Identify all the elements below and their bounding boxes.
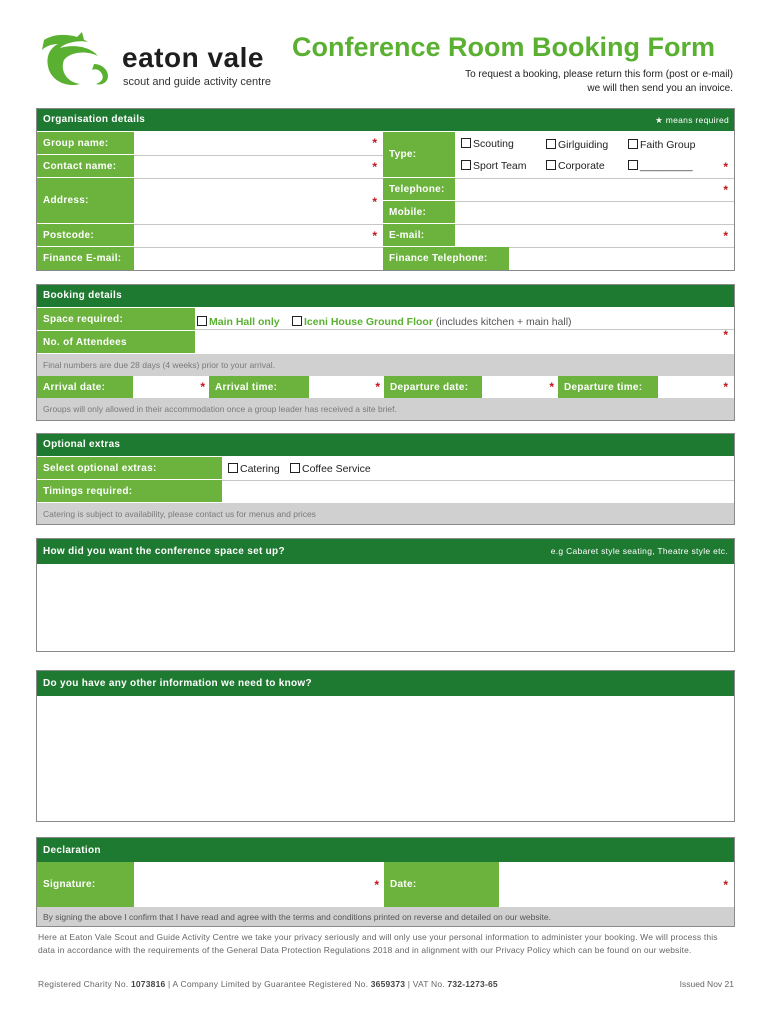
type-option-other[interactable] [628, 160, 693, 172]
select-extras-label [37, 457, 222, 479]
arrival-date-field[interactable] [133, 376, 209, 398]
space-option-label: Main Hall only [209, 316, 280, 328]
address-field[interactable] [134, 178, 383, 223]
setup-textarea[interactable] [37, 564, 734, 651]
required-star: * [549, 380, 554, 394]
space-option-extra: (includes kitchen + main hall) [435, 316, 572, 328]
mobile-label [383, 201, 455, 223]
email-field[interactable] [455, 224, 734, 246]
group-name-label [37, 132, 134, 154]
space-options [195, 308, 734, 330]
checkbox[interactable] [292, 316, 302, 326]
required-star: * [723, 183, 728, 197]
type-option-girlguiding[interactable] [546, 139, 608, 151]
extras-options [222, 457, 734, 479]
finance-telephone-label [383, 247, 509, 270]
attendees-field[interactable] [195, 328, 734, 353]
checkbox[interactable] [461, 138, 471, 148]
other-info-textarea[interactable] [37, 696, 734, 821]
checkbox[interactable] [546, 139, 556, 149]
attendees-label-text: No. of Attendees [43, 336, 127, 348]
intro-text [465, 68, 733, 96]
postcode-label [37, 224, 134, 246]
required-star: * [723, 878, 728, 892]
attendees-label [37, 331, 195, 353]
intro-line-2: we will then send you an invoice. [587, 83, 733, 94]
contact-name-label [37, 155, 134, 177]
vat-number: 732-1273-65 [447, 979, 498, 989]
other-info-section-title: Do you have any other information we need to know? [37, 671, 734, 696]
required-star: * [374, 878, 379, 892]
charity-number: 1073816 [130, 979, 166, 989]
site-brief-note [37, 398, 734, 420]
departure-date-label-text: Departure date: [390, 381, 469, 393]
arrival-date-label-text: Arrival date: [43, 381, 106, 393]
required-star: * [200, 380, 205, 394]
space-option-label: Iceni House Ground Floor [304, 316, 433, 328]
departure-date-field[interactable] [482, 376, 558, 398]
privacy-text: Here at Eaton Vale Scout and Guide Activity Centre we take your privacy seriously and will only use your personal information to administer your booking. We will process this data in accordance with the requirements of the General Data Protection Regulations 2018 and in alignment with our Privacy Policy which can be found on our website. [38, 932, 718, 955]
required-note: ★ means required [655, 115, 729, 125]
contact-name-field[interactable] [134, 155, 383, 177]
dragon-logo-icon [36, 30, 126, 94]
required-star: * [372, 136, 377, 150]
logo-tagline: scout and guide activity centre [123, 76, 271, 88]
required-star: * [375, 380, 380, 394]
finance-email-label-text: Finance E-mail: [43, 253, 122, 264]
postcode-label-text: Postcode: [43, 229, 95, 241]
catering-note-text: Catering is subject to availability, please contact us for menus and prices [43, 508, 316, 519]
footer-registration [38, 979, 498, 989]
type-label-text: Type: [389, 149, 417, 160]
group-name-label-text: Group name: [43, 137, 109, 149]
email-label-text: E-mail: [389, 229, 425, 241]
signature-label-text: Signature: [43, 879, 96, 890]
type-label [383, 132, 455, 177]
type-option-label: _________ [640, 160, 693, 172]
space-required-label-text: Space required: [43, 313, 124, 325]
telephone-label [383, 178, 455, 200]
space-required-label [37, 308, 195, 330]
departure-time-field[interactable] [658, 376, 734, 398]
extra-option-label: Coffee Service [302, 463, 371, 475]
checkbox[interactable] [546, 160, 556, 170]
required-star: * [723, 380, 728, 394]
vat-prefix: | VAT No. [407, 979, 445, 989]
arrival-date-label [37, 376, 133, 398]
signature-label [37, 862, 134, 907]
type-option-label: Girlguiding [558, 139, 609, 151]
finance-telephone-field[interactable] [509, 247, 734, 270]
other-info-section [36, 670, 735, 822]
type-option-label: Scouting [473, 138, 514, 150]
type-option-label: Faith Group [640, 139, 696, 151]
extra-option-label: Catering [240, 463, 280, 475]
declaration-note-text: By signing the above I confirm that I have read and agree with the terms and conditions printed on reverse and detailed on our website. [43, 911, 551, 922]
type-option-corporate[interactable] [546, 160, 605, 172]
site-brief-note-text: Groups will only allowed in their accommodation once a group leader has received a site brief. [43, 404, 397, 414]
issued-date: Issued Nov 21 [679, 979, 734, 989]
departure-date-label [384, 376, 482, 398]
select-extras-label-text: Select optional extras: [43, 462, 157, 474]
timings-label-text: Timings required: [43, 485, 133, 497]
space-option-iceni-house[interactable] [292, 316, 572, 328]
logo-wordmark: eaton vale [122, 42, 264, 73]
extras-section-title: Optional extras [37, 434, 734, 456]
timings-field[interactable] [222, 480, 734, 502]
company-prefix: | A Company Limited by Guarantee Registered No. [168, 979, 369, 989]
required-star: * [372, 229, 377, 243]
setup-title: How did you want the conference space set up? [43, 546, 285, 557]
address-label-text: Address: [43, 195, 89, 206]
date-label [384, 862, 499, 907]
date-field[interactable] [499, 862, 734, 907]
finance-telephone-label-text: Finance Telephone: [389, 253, 488, 264]
finance-email-label [37, 247, 134, 270]
extra-option-coffee-service[interactable] [290, 463, 371, 475]
space-option-main-hall[interactable] [197, 316, 280, 328]
email-label [383, 224, 455, 246]
contact-name-label-text: Contact name: [43, 160, 117, 172]
setup-section [36, 538, 735, 652]
postcode-field[interactable] [134, 224, 383, 246]
intro-line-1: To request a booking, please return this form (post or e-mail) [465, 69, 733, 80]
required-star: * [723, 328, 728, 342]
booking-section-title: Booking details [37, 285, 734, 307]
departure-time-label [558, 376, 658, 398]
charity-prefix: Registered Charity No. [38, 979, 129, 989]
required-star: * [372, 160, 377, 174]
organisation-section-title [37, 109, 734, 131]
type-option-scouting[interactable] [461, 138, 514, 150]
checkbox[interactable] [461, 160, 471, 170]
company-number: 3659373 [370, 979, 406, 989]
mobile-label-text: Mobile: [389, 206, 427, 218]
declaration-section-title: Declaration [37, 838, 734, 863]
telephone-field[interactable] [455, 178, 734, 200]
arrival-time-field[interactable] [309, 376, 384, 398]
arrival-time-label-text: Arrival time: [215, 381, 278, 393]
timings-label [37, 480, 222, 502]
address-label [37, 178, 134, 223]
checkbox[interactable] [628, 160, 638, 170]
setup-section-title [37, 539, 734, 564]
type-options [455, 132, 734, 177]
required-star: * [723, 160, 728, 174]
mobile-field[interactable] [455, 201, 734, 223]
form-title: Conference Room Booking Form [291, 32, 715, 62]
final-numbers-note-text: Final numbers are due 28 days (4 weeks) prior to your arrival. [43, 360, 275, 370]
required-star: * [372, 195, 377, 209]
departure-time-label-text: Departure time: [564, 381, 643, 393]
type-option-label: Corporate [558, 160, 605, 172]
checkbox[interactable] [228, 463, 238, 473]
type-option-label: Sport Team [473, 160, 527, 172]
extra-option-catering[interactable] [228, 463, 280, 475]
setup-hint: e.g Cabaret style seating, Theatre style etc. [550, 546, 728, 556]
organisation-title: Organisation details [43, 114, 146, 125]
type-option-faith-group[interactable] [628, 139, 695, 151]
type-option-sport-team[interactable] [461, 160, 527, 172]
finance-email-field[interactable] [134, 247, 383, 270]
checkbox[interactable] [197, 316, 207, 326]
telephone-label-text: Telephone: [389, 183, 445, 195]
checkbox[interactable] [290, 463, 300, 473]
final-numbers-note [37, 354, 734, 376]
declaration-note [37, 907, 734, 926]
checkbox[interactable] [628, 139, 638, 149]
date-label-text: Date: [390, 879, 417, 890]
signature-field[interactable] [134, 862, 384, 907]
arrival-time-label [209, 376, 309, 398]
group-name-field[interactable] [134, 132, 383, 154]
catering-note [37, 503, 734, 524]
required-star: * [723, 229, 728, 243]
